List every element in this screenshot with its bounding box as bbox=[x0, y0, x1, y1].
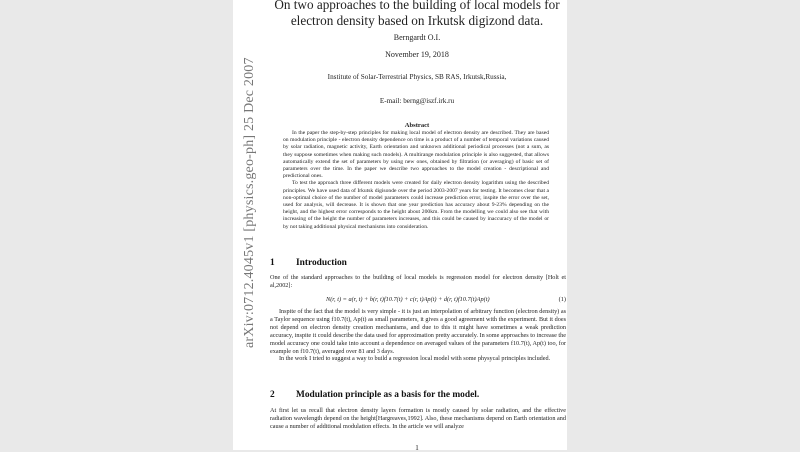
section-2-heading bbox=[270, 390, 479, 400]
paper-date: November 19, 2018 bbox=[385, 50, 449, 59]
section-1-paragraph-1: One of the standard approaches to the building of local models is regression model for electron density [Holt et al,2002]: bbox=[270, 274, 566, 289]
institute: Institute of Solar-Terrestrial Physics, SB RAS, Irkutsk,Russia, bbox=[327, 73, 507, 81]
email: E-mail: berng@iszf.irk.ru bbox=[379, 97, 455, 105]
abstract-paragraph-1: In the paper the step-by-step principles for making local model of electron density are described. They are based on modulation principle - electron density dependence on time is a product of a number of temporal variations caused by solar radiation, magnetic activity, Earth orientation and unknown additional periodical processes (not a sum, as they suppose sometimes when making such models). A multirange modulation principle is also suggested, that allows automatically extend the set of parameters by using new ones, obtained by filtration (or averaging) of basic set of parameters over the time. In the paper we describe two approaches to the model creation - descriptional and predictional ones. bbox=[283, 130, 549, 180]
section-1-heading bbox=[270, 258, 347, 268]
equation-formula: N(r, t) = a(r, t) + b(r, t)f10.7(t) + c(r, t)Ap(t) + d(r, t)f10.7(t)Ap(t) bbox=[326, 296, 490, 303]
section-2-number: 2 bbox=[270, 390, 275, 400]
section-1-title: Introduction bbox=[296, 258, 347, 268]
section-1-body bbox=[270, 308, 566, 363]
section-1-paragraph-2: Inspite of the fact that the model is very simple - it is just an interpolation of arbitrary function (electron density) as a Taylor sequence using f10.7(t), Ap(t) as small parameters, it gives a good agreement with the experiment. But it does not depend on electron density creation mechanisms, and due to this it might have sometimes a weak prediction accuracy, inspite it could describe the data used for approximation pretty accurately. In some approaches to increase the model accuracy one could take into account a dependence on averaged values of the parameters f10.7(t), Ap(t) too, for example on f10.7(t), averaged over 81 and 3 days. bbox=[270, 308, 566, 355]
paper-title: On two approaches to the building of local models for electron density based on Irkutsk digizond data. bbox=[274, 0, 560, 28]
section-2-paragraph-1: At first let us recall that electron density layers formation is mostly caused by solar radiation, and the effective radiation wavelength depend on the height[Hargreaves,1992]. Also, these mechanisms depend on Earth orientation and cause a number of additional modulation effects. In the article we will analyze bbox=[270, 407, 566, 430]
abstract-heading: Abstract bbox=[404, 122, 430, 129]
page-number: 1 bbox=[415, 444, 419, 452]
arxiv-identifier: arXiv:0712.4045v1 [physics.geo-ph] 25 Dec 2007 bbox=[242, 57, 257, 348]
section-2-title: Modulation principle as a basis for the model. bbox=[296, 390, 480, 400]
section-1-paragraph-3: In the work I tried to suggest a way to build a regression local model with some physycal principles included. bbox=[279, 355, 551, 363]
section-1-intro bbox=[270, 274, 566, 290]
abstract-body bbox=[283, 130, 549, 231]
equation-number: (1) bbox=[558, 296, 566, 303]
abstract-paragraph-2: To test the approach three different models were created for daily electron density logarithm using the described principles. We have used data of Irkutsk digisonde over the period 2003-2007 years for testing. It becomes clear that a non-optimal choice of the number of model parameters could increase prediction error, inspite the error over the set, used for analysis, will decrease. It is shown that one year prediction has accuracy about 9-23% depending on the height, and the highest error corresponds to the height about 200km. From the modelling we could also see that with increasing of the height the number of parameters increases, and this could be caused by inaccuracy of the model or by not taking additional physical mechanisms into consideration. bbox=[283, 180, 549, 230]
section-1-number: 1 bbox=[270, 258, 275, 268]
section-2-body bbox=[270, 407, 566, 431]
author-name: Berngardt O.I. bbox=[393, 33, 441, 42]
